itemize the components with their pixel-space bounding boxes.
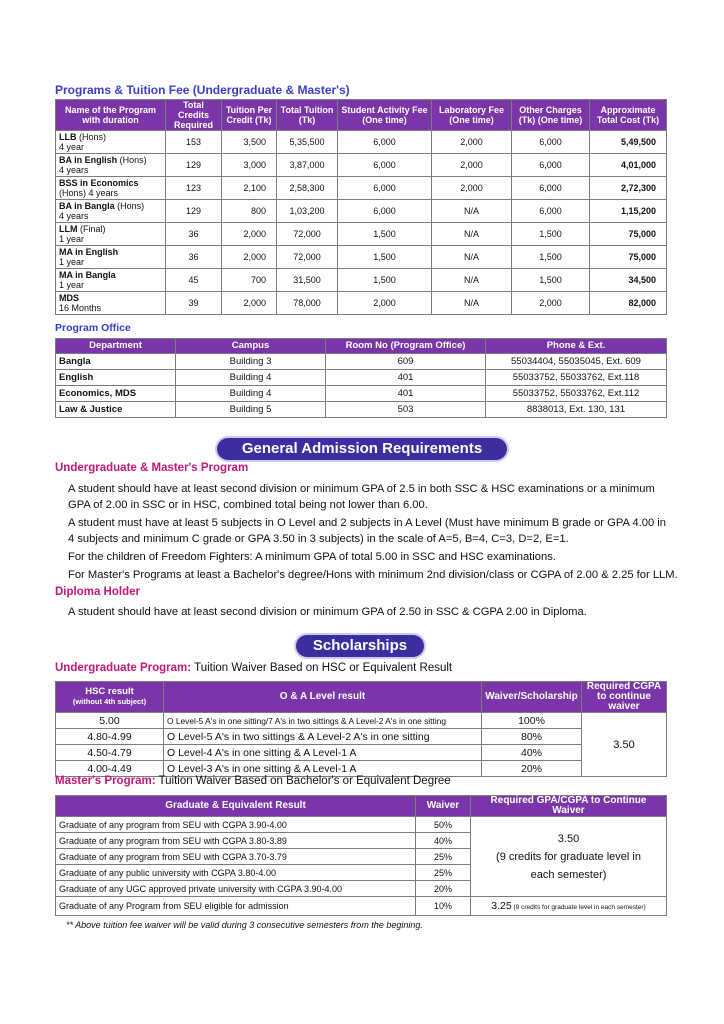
program-name-line <box>59 155 162 165</box>
fee-cell-credits: 39 <box>166 292 222 315</box>
fee-cell-tuition: 78,000 <box>277 292 338 315</box>
required-cgpa-last-cell <box>471 897 667 916</box>
fee-cell-total: 5,49,500 <box>590 131 667 154</box>
ug-masters-heading: Undergraduate & Master's Program <box>55 462 249 474</box>
fee-cell-credits: 45 <box>166 269 222 292</box>
requirement-paragraph: For Master's Programs at least a Bachelor's degree/Hons with minimum 2nd division/class or CGPA of 2.00 & 2.25 for LLM. <box>68 569 678 581</box>
fee-cell-activity: 2,000 <box>338 292 432 315</box>
required-cgpa-note: each semester) <box>530 868 607 881</box>
header-cell: Total Tuition (Tk) <box>277 100 338 131</box>
admission-title-badge: General Admission Requirements <box>217 438 507 460</box>
fee-cell-other: 6,000 <box>512 154 590 177</box>
required-cgpa-note: (9 credits for graduate level in <box>496 850 641 863</box>
office-section-title: Program Office <box>55 322 131 334</box>
department-cell: Economics, MDS <box>56 386 176 402</box>
fee-cell-tuition: 1,03,200 <box>277 200 338 223</box>
fee-cell-lab: N/A <box>432 223 512 246</box>
fee-cell-credits: 123 <box>166 177 222 200</box>
hsc-result-cell: 4.50-4.79 <box>56 745 164 761</box>
fee-cell-activity: 6,000 <box>338 131 432 154</box>
fee-cell-total: 1,15,200 <box>590 200 667 223</box>
phone-cell: 55033752, 55033762, Ext.112 <box>486 386 667 402</box>
fee-cell-credits: 129 <box>166 200 222 223</box>
olevel-result-cell: O Level-5 A's in two sittings & A Level-2 A's in one sitting <box>164 729 482 745</box>
header-cell: Required GPA/CGPA to Continue Waiver <box>471 796 667 817</box>
fee-cell-lab: 2,000 <box>432 177 512 200</box>
program-qualifier: (Final) <box>77 224 106 234</box>
waiver-cell: 40% <box>482 745 582 761</box>
program-name-line <box>59 270 162 280</box>
hsc-result-cell: 4.80-4.99 <box>56 729 164 745</box>
program-name: BA in English <box>59 155 118 165</box>
fee-cell-activity: 1,500 <box>338 269 432 292</box>
fee-cell-activity: 1,500 <box>338 246 432 269</box>
header-cell: Student Activity Fee (One time) <box>338 100 432 131</box>
graduate-result-cell: Graduate of any public university with CGPA 3.80-4.00 <box>56 865 416 881</box>
program-duration: 16 Months <box>59 303 102 313</box>
ms-scholarship-header-row <box>56 796 667 817</box>
header-cell <box>56 682 164 713</box>
waiver-cell: 10% <box>416 897 471 916</box>
fee-cell-tuition: 31,500 <box>277 269 338 292</box>
department-cell: Law & Justice <box>56 402 176 418</box>
department-cell: Bangla <box>56 354 176 370</box>
table-row <box>56 897 667 916</box>
fee-cell-per-credit: 2,100 <box>222 177 277 200</box>
phone-cell: 8838013, Ext. 130, 131 <box>486 402 667 418</box>
program-qualifier: (Hons) <box>117 155 147 165</box>
fee-cell-lab: N/A <box>432 269 512 292</box>
table-row <box>56 246 667 269</box>
requirement-paragraph: For the children of Freedom Fighters: A minimum GPA of total 5.00 in SSC and HSC examinations. <box>68 551 556 563</box>
ug-scholarship-header-row <box>56 682 667 713</box>
program-qualifier: (Hons) <box>114 201 145 211</box>
program-name-line <box>59 293 162 303</box>
required-cgpa-last-note: (9 credits for graduate level in each semester) <box>511 904 646 911</box>
table-row <box>56 154 667 177</box>
tuition-fee-header-row <box>56 100 667 131</box>
tuition-fee-table <box>55 99 667 315</box>
header-cell: Tuition Per Credit (Tk) <box>222 100 277 131</box>
fee-cell-per-credit: 3,500 <box>222 131 277 154</box>
waiver-cell: 80% <box>482 729 582 745</box>
ms-scholarship-table <box>55 795 667 916</box>
table-row <box>56 269 667 292</box>
fee-cell-lab: 2,000 <box>432 154 512 177</box>
fee-cell-per-credit: 700 <box>222 269 277 292</box>
graduate-result-cell: Graduate of any program from SEU with CGPA 3.90-4.00 <box>56 817 416 833</box>
graduate-result-cell: Graduate of any program from SEU with CGPA 3.70-3.79 <box>56 849 416 865</box>
fee-cell-other: 1,500 <box>512 269 590 292</box>
hsc-result-cell: 5.00 <box>56 713 164 729</box>
table-row <box>56 292 667 315</box>
required-cgpa-cell: 3.50 <box>582 713 667 777</box>
fee-cell-other: 1,500 <box>512 246 590 269</box>
table-row <box>56 386 667 402</box>
program-name-cell <box>56 269 166 292</box>
fee-cell-per-credit: 2,000 <box>222 292 277 315</box>
program-name: MA in Bangla <box>59 270 116 280</box>
graduate-result-cell: Graduate of any UGC approved private university with CGPA 3.90-4.00 <box>56 881 416 897</box>
program-duration: 1 year <box>59 280 85 290</box>
waiver-cell: 40% <box>416 833 471 849</box>
program-name: LLB <box>59 132 77 142</box>
fee-cell-per-credit: 2,000 <box>222 223 277 246</box>
table-row <box>56 729 667 745</box>
waiver-cell: 100% <box>482 713 582 729</box>
fee-cell-activity: 6,000 <box>338 154 432 177</box>
requirement-paragraph: A student should have at least second division or minimum GPA of 2.5 in both SSC & HSC examinations or a minimum GPA of 2.00 in SSC or in HSC, combined total being not lower than 6.00. <box>68 483 655 511</box>
hsc-subheader: (without 4th subject) <box>72 697 147 706</box>
campus-cell: Building 4 <box>176 370 326 386</box>
program-duration: 4 years <box>59 211 89 221</box>
required-cgpa-last-value: 3.25 <box>491 900 512 912</box>
program-duration: 1 year <box>59 234 85 244</box>
program-duration: 4 years <box>59 165 89 175</box>
room-cell: 503 <box>326 402 486 418</box>
room-cell: 401 <box>326 386 486 402</box>
fee-cell-tuition: 2,58,300 <box>277 177 338 200</box>
room-cell: 401 <box>326 370 486 386</box>
phone-cell: 55034404, 55035045, Ext. 609 <box>486 354 667 370</box>
program-name-line <box>59 201 162 211</box>
program-name-cell <box>56 246 166 269</box>
waiver-cell: 25% <box>416 865 471 881</box>
program-name-cell <box>56 292 166 315</box>
fee-cell-other: 2,000 <box>512 292 590 315</box>
waiver-cell: 50% <box>416 817 471 833</box>
fee-cell-tuition: 5,35,500 <box>277 131 338 154</box>
header-cell: Department <box>56 339 176 354</box>
program-name-cell <box>56 223 166 246</box>
waiver-cell: 20% <box>416 881 471 897</box>
header-cell: Name of the Program with duration <box>56 100 166 131</box>
office-header-row <box>56 339 667 354</box>
olevel-result-cell: O Level-3 A's in one sitting & A Level-1 A <box>164 761 482 777</box>
fee-cell-lab: N/A <box>432 246 512 269</box>
header-cell: Phone & Ext. <box>486 339 667 354</box>
olevel-result-cell: O Level-4 A's in one sitting & A Level-1 A <box>164 745 482 761</box>
table-row <box>56 370 667 386</box>
fee-cell-activity: 6,000 <box>338 200 432 223</box>
scholarship-footnote: ** Above tuition fee waiver will be valid during 3 consecutive semesters from the begining. <box>66 920 423 930</box>
fee-cell-tuition: 72,000 <box>277 246 338 269</box>
ug-scholarship-heading <box>55 662 452 674</box>
header-cell: Room No (Program Office) <box>326 339 486 354</box>
required-cgpa-value: 3.50 <box>557 832 580 845</box>
fee-cell-total: 34,500 <box>590 269 667 292</box>
table-row <box>56 354 667 370</box>
fee-cell-activity: 6,000 <box>338 177 432 200</box>
program-name-cell <box>56 177 166 200</box>
fee-cell-lab: N/A <box>432 200 512 223</box>
fee-cell-credits: 129 <box>166 154 222 177</box>
hsc-header: HSC result <box>85 686 134 697</box>
fee-cell-credits: 36 <box>166 223 222 246</box>
fee-cell-total: 75,000 <box>590 246 667 269</box>
table-row <box>56 223 667 246</box>
fee-cell-per-credit: 2,000 <box>222 246 277 269</box>
scholarships-title-badge: Scholarships <box>296 635 424 657</box>
diploma-paragraph: A student should have at least second division or minimum GPA of 2.50 in SSC & CGPA 2.00 in Diploma. <box>68 606 587 618</box>
ms-scholarship-heading <box>55 775 451 787</box>
fee-cell-tuition: 72,000 <box>277 223 338 246</box>
program-name-cell <box>56 154 166 177</box>
table-row <box>56 402 667 418</box>
fee-cell-total: 2,72,300 <box>590 177 667 200</box>
table-row <box>56 745 667 761</box>
table-row <box>56 131 667 154</box>
required-cgpa-cell <box>471 817 667 897</box>
waiver-cell: 20% <box>482 761 582 777</box>
program-qualifier: (Hons) <box>76 132 107 142</box>
campus-cell: Building 5 <box>176 402 326 418</box>
campus-cell: Building 4 <box>176 386 326 402</box>
hsc-result-cell: 4.00-4.49 <box>56 761 164 777</box>
header-cell: Graduate & Equivalent Result <box>56 796 416 817</box>
table-row <box>56 200 667 223</box>
program-name: BA in Bangla <box>59 201 115 211</box>
ug-scholarship-label: Undergraduate Program: <box>55 662 192 674</box>
program-name-cell <box>56 131 166 154</box>
fee-cell-total: 4,01,000 <box>590 154 667 177</box>
department-cell: English <box>56 370 176 386</box>
fee-cell-per-credit: 800 <box>222 200 277 223</box>
header-cell: Laboratory Fee (One time) <box>432 100 512 131</box>
program-duration: 1 year <box>59 257 85 267</box>
table-row <box>56 177 667 200</box>
program-name-line <box>59 224 162 234</box>
graduate-result-cell: Graduate of any Program from SEU eligible for admission <box>56 897 416 916</box>
room-cell: 609 <box>326 354 486 370</box>
header-cell: Campus <box>176 339 326 354</box>
fee-cell-credits: 36 <box>166 246 222 269</box>
header-cell: Waiver <box>416 796 471 817</box>
program-name-line <box>59 132 162 142</box>
program-name-line <box>59 247 162 257</box>
fee-cell-lab: N/A <box>432 292 512 315</box>
fee-cell-other: 6,000 <box>512 131 590 154</box>
graduate-result-cell: Graduate of any program from SEU with CGPA 3.80-3.89 <box>56 833 416 849</box>
fee-cell-per-credit: 3,000 <box>222 154 277 177</box>
fee-cell-activity: 1,500 <box>338 223 432 246</box>
program-duration: 4 year <box>59 142 85 152</box>
header-cell: Approximate Total Cost (Tk) <box>590 100 667 131</box>
fee-section-title: Programs & Tuition Fee (Undergraduate & Master's) <box>55 83 350 97</box>
program-name: MA in English <box>59 247 119 257</box>
header-cell: Waiver/Scholarship <box>482 682 582 713</box>
program-name-line <box>59 178 162 188</box>
program-duration: (Hons) 4 years <box>59 188 119 198</box>
program-name: BSS in Economics <box>59 178 139 188</box>
fee-cell-other: 1,500 <box>512 223 590 246</box>
fee-cell-other: 6,000 <box>512 177 590 200</box>
fee-cell-total: 75,000 <box>590 223 667 246</box>
phone-cell: 55033752, 55033762, Ext.118 <box>486 370 667 386</box>
fee-cell-lab: 2,000 <box>432 131 512 154</box>
header-cell: Required CGPA to continue waiver <box>582 682 667 713</box>
program-office-table <box>55 338 667 418</box>
fee-cell-total: 82,000 <box>590 292 667 315</box>
ms-scholarship-label: Master's Program: <box>55 775 156 787</box>
campus-cell: Building 3 <box>176 354 326 370</box>
waiver-cell: 25% <box>416 849 471 865</box>
header-cell: O & A Level result <box>164 682 482 713</box>
table-row <box>56 713 667 729</box>
fee-cell-tuition: 3,87,000 <box>277 154 338 177</box>
olevel-result-cell: O Level-5 A's in one sitting/7 A's in two sittings & A Level-2 A's in one sitting <box>164 713 482 729</box>
header-cell: Other Charges (Tk) (One time) <box>512 100 590 131</box>
table-row <box>56 817 667 833</box>
ug-scholarship-desc: Tuition Waiver Based on HSC or Equivalent Result <box>191 662 453 674</box>
program-name: LLM <box>59 224 78 234</box>
fee-cell-credits: 153 <box>166 131 222 154</box>
fee-cell-other: 6,000 <box>512 200 590 223</box>
header-cell: Total Credits Required <box>166 100 222 131</box>
requirement-paragraph: A student must have at least 5 subjects in O Level and 2 subjects in A Level (Must have minimum B grade or GPA 4.00 in 4 subjects and minimum C grade or GPA 3.50 in 3 subjects) in the scale of A=5, B=4, C=3, D=2, E=1. <box>68 517 667 545</box>
program-name-cell <box>56 200 166 223</box>
diploma-heading: Diploma Holder <box>55 586 140 598</box>
program-name: MDS <box>59 293 79 303</box>
ug-scholarship-table <box>55 681 667 777</box>
ms-scholarship-desc: Tuition Waiver Based on Bachelor's or Equivalent Degree <box>155 775 451 787</box>
